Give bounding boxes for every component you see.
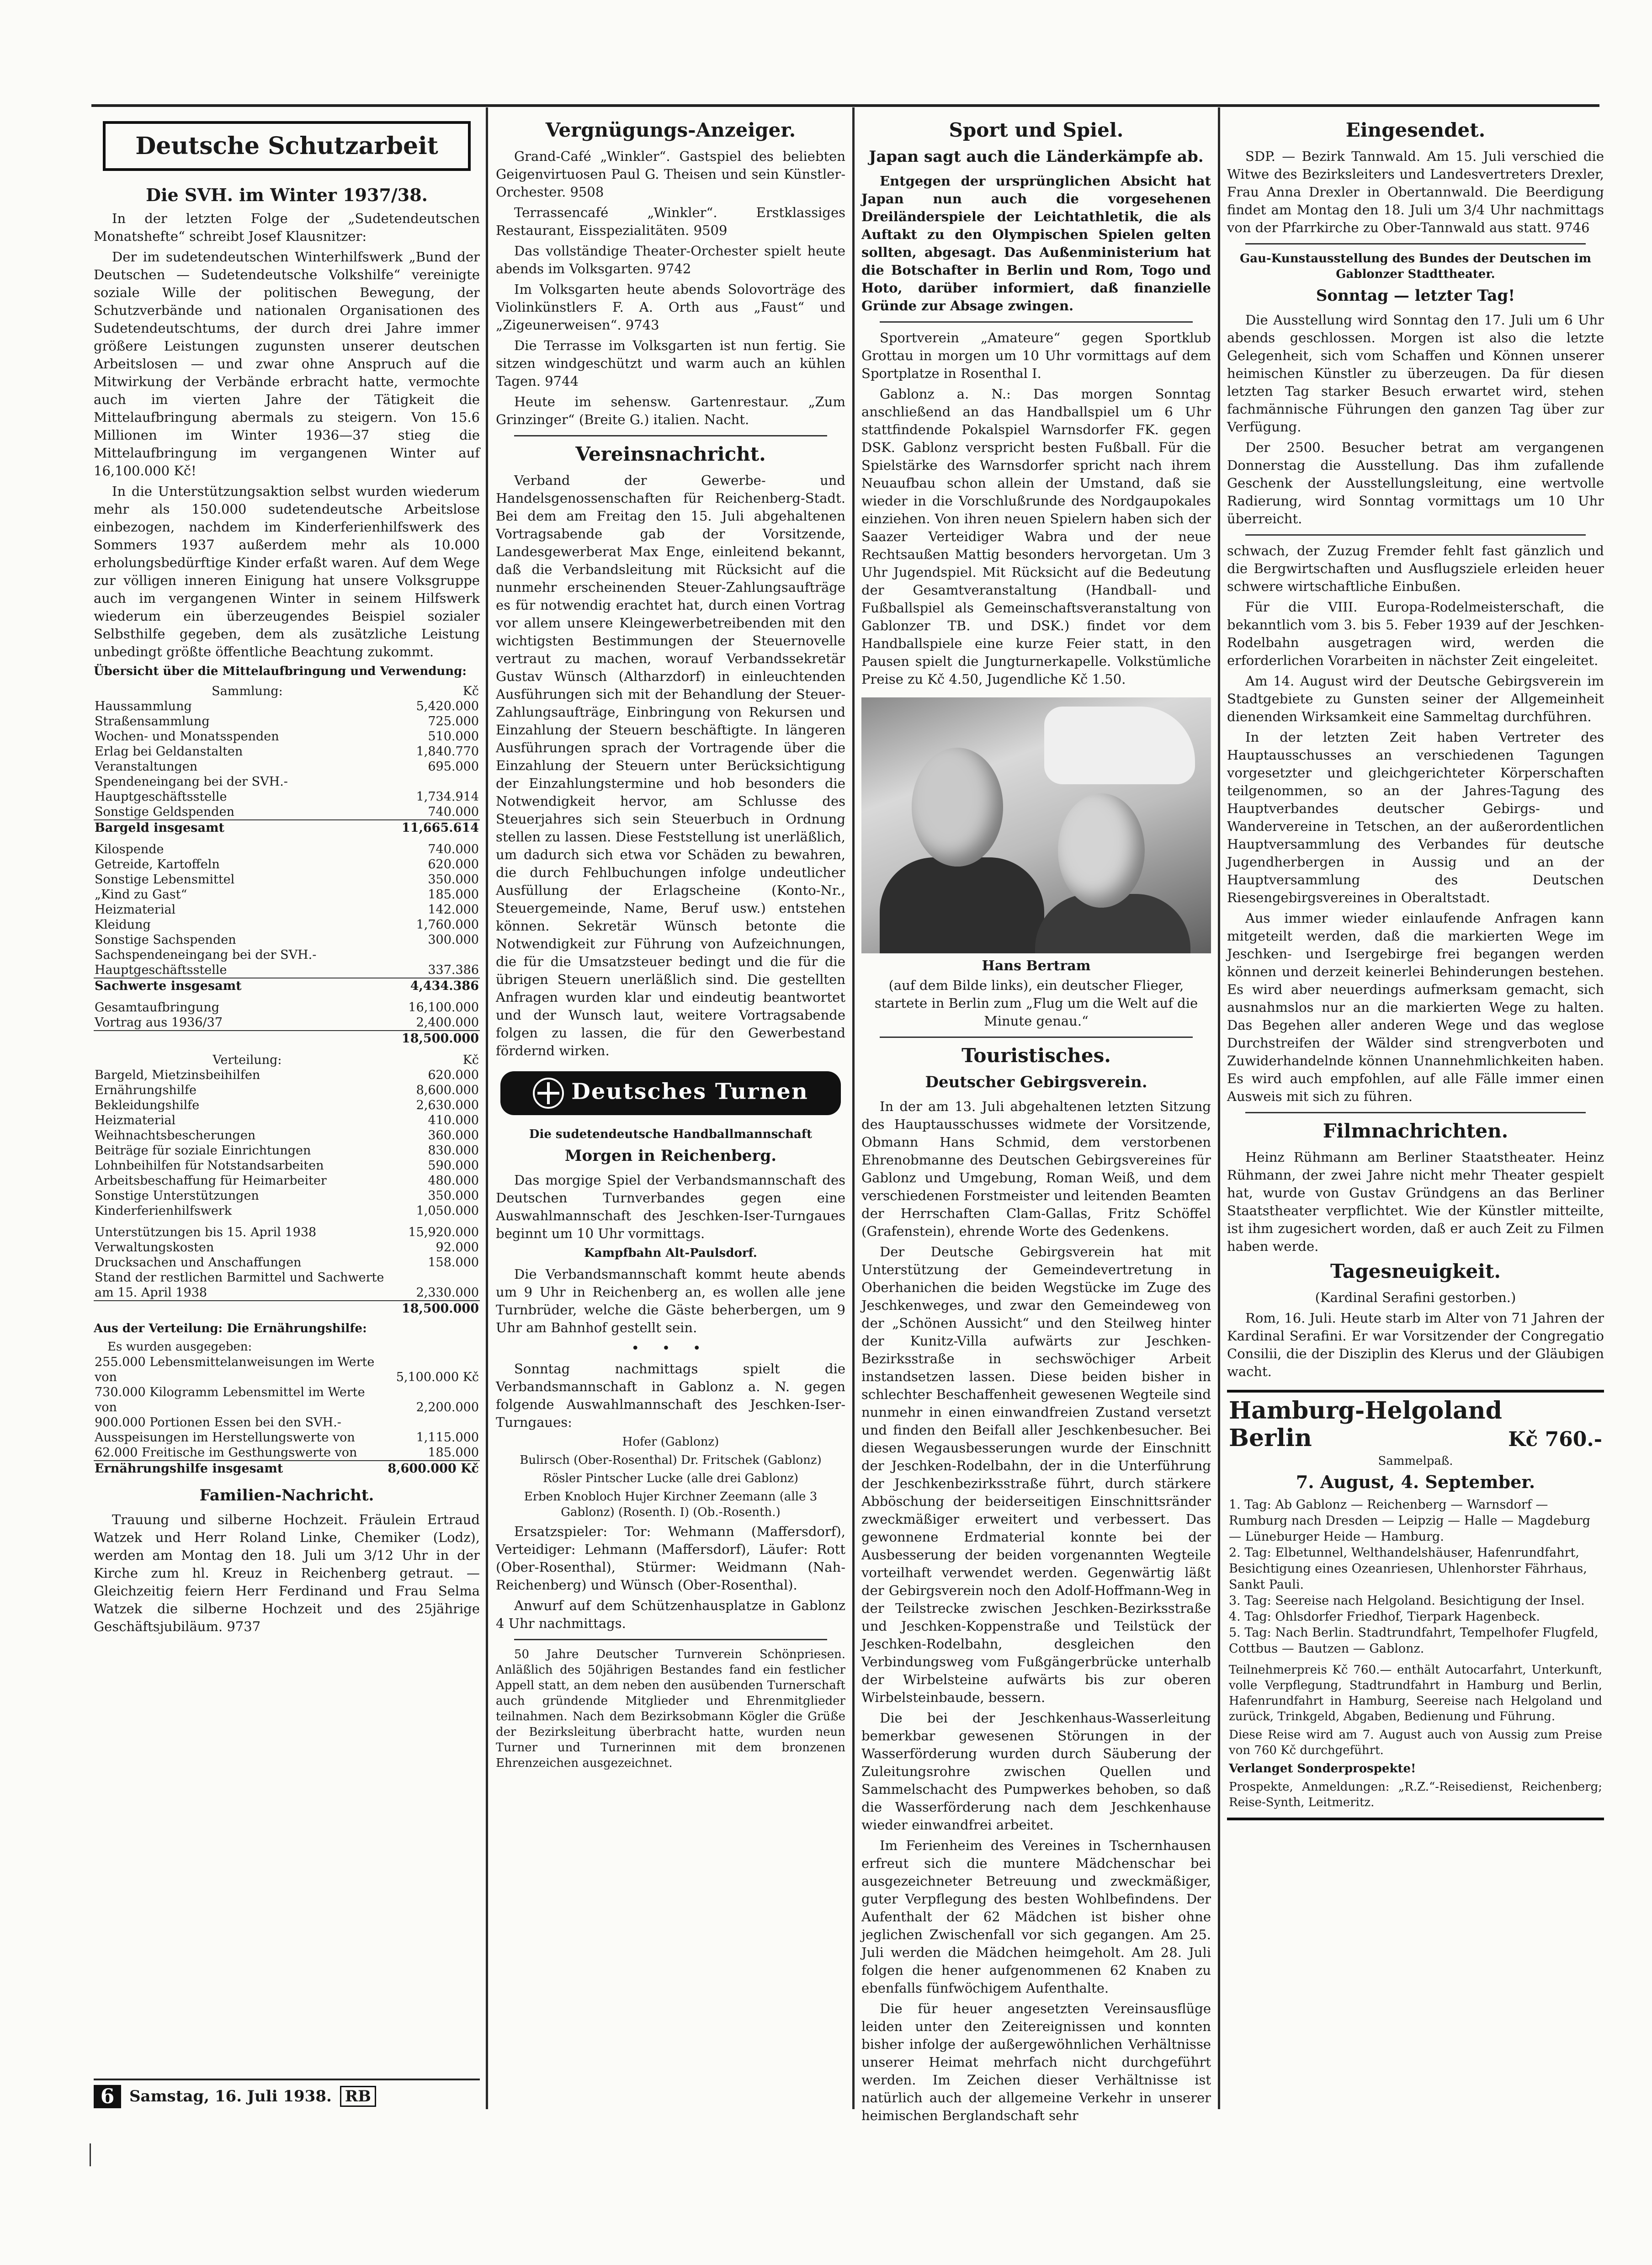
section-box [103,121,471,171]
paragraph: schwach, der Zuzug Fremder fehlt fast gänzlich und die Bergwirtschaften und Ausflugsziele erleiden heuer schwere wirtschaftliche Einbußen. [1227,543,1604,594]
table-row: Vortrag aus 1936/37 2,400.000 [95,1016,479,1030]
table-row: Getreide, Kartoffeln 620.000 [95,857,479,872]
ad-paragraph: Teilnehmerpreis Kč 760.— enthält Autocarfahrt, Unterkunft, volle Verpflegung, Stadtrundfahrt in Hamburg und Berlin, Hafenrundfahrt in Hamburg, Seereise nach Helgoland und zurück, Trinkgeld, Abgaben, Bedienung und Führung. [1229,1663,1602,1723]
paragraph: Im Ferienheim des Vereines in Tschernhausen erfreut sich die muntere Mädchenschar bei ausgezeichneter Betreuung und zweckmäßiger, guter Verpflegung des besten Wohlbefindens. Der Aufenthalt der 62 Mädchen ist bisher ohne jeglichen Zwischenfall vor sich gegangen. Am 25. Juli werden die Mädchen heimgeholt. Am 28. Juli folgen die hener aufgenommenen 62 Knaben zu ebenfalls fünfwöchigem Aufenthalte. [861,1838,1211,1996]
cross-emblem-icon [533,1078,564,1109]
paragraph: Anwurf auf dem Schützenhausplatze in Gablonz 4 Uhr nachmittags. [496,1598,845,1631]
section-title: Vergnügungs-Anzeiger. [545,119,796,141]
ad-notice: Grand-Café „Winkler“. Gastspiel des beliebten Geigenvirtuosen Paul G. Theisen und sein Künstler-Orchester. 9508 [496,149,845,200]
paragraph: In der letzten Folge der „Sudetendeutschen Monatshefte“ schreibt Josef Klausnitzer: [94,211,480,244]
section-title: Eingesendet. [1345,119,1486,141]
divider [880,1037,1193,1038]
ernaehrung-intro: Aus der Verteilung: Die Ernährungshilfe: [94,1322,367,1335]
sum-row: Sachwerte insgesamt 4,434.386 [95,979,479,993]
paragraph: Die Verbandsmannschaft kommt heute abends um 9 Uhr in Reichenberg an, es wollen alle jene Turnbrüder, welche die Gäste beherbergen, um 9 Uhr am Bahnhof gestellt sein. [496,1266,845,1335]
paragraph: Die bei der Jeschkenhaus-Wasserleitung bemerkbar gewesenen Störungen in der Wasserförderung wurden durch Säuberung der Zuleitungsrohre zwischen Quellen und Sammelschacht des Pumpwerkes behoben, so daß die Wasserförderung nach dem Jeschkenhause wieder einwandfrei arbeitet. [861,1710,1211,1833]
photo-caption: (auf dem Bilde links), ein deutscher Flieger, startete in Berlin zum „Flug um die Welt auf die Minute genau.“ [874,978,1198,1029]
paragraph: Heinz Rühmann am Berliner Staatstheater. Heinz Rühmann, der zwei Jahre nicht mehr Theater gespielt hat, wurde von Gustav Gründgens an das Berliner Staatstheater verpflichtet. Wie der Künstler mitteilte, ist ihm zugesichert worden, daß er auch Zeit zu Filmen haben werde. [1227,1149,1604,1254]
stats-head: Verteilung: [212,1053,282,1067]
lineup-line: Rösler Pintscher Lucke (alle drei Gablonz) [542,1472,799,1485]
table-row: Straßensammlung 725.000 [95,714,479,728]
stats-title: Übersicht über die Mittelaufbringung und Verwendung: [94,665,467,678]
column-rule-1 [486,107,488,2109]
table-row: Kilospende 740.000 [95,842,479,856]
table-row: Bargeld, Mietzinsbeihilfen 620.000 [95,1068,479,1082]
airplane-shape [1044,707,1195,784]
paragraph: Der 2500. Besucher betrat am vergangenen Donnerstag die Ausstellung. Das ihm zufallende Geschenk der Ausstellungsleitung, eine wertvolle Radierung, wird Sonntag vormittags um 10 Uhr überreicht. [1227,440,1604,526]
table-row: 730.000 Kilogramm Lebensmittel im Werte von 2,200.000 [95,1385,479,1414]
column-3 [861,114,1211,2127]
kicker: Gau-Kunstausstellung des Bundes der Deutschen im Gablonzer Stadttheater. [1240,252,1591,281]
page-number: 6 [94,2085,121,2108]
section-title: Sport und Spiel. [949,119,1124,141]
paragraph: Entgegen der ursprünglichen Absicht hat Japan nun auch die vorgesehenen Dreiländerspiele der Leichtathletik, die als Auftakt zu den Olympischen Spielen gelten sollten, abgesagt. Das Außenministerium hat die Botschafter in Berlin und Rom, Togo und Hoto, darüber informiert, daß finanzielle Gründe zur Absage zwingen. [861,173,1211,314]
lineup-line: Hofer (Gablonz) [622,1435,719,1449]
column-rule-2 [852,107,855,2109]
stats-head: Sammlung: [212,684,283,698]
paragraph: Die für heuer angesetzten Vereinsausflüge leiden unter den Zeitereignissen und konnten bisher infolge der außergewöhnlichen Verhältnisse unserer Heimat mehrfach nicht durchgeführt werden. Im Zeichen dieser Verhältnisse ist natürlich auch der allgemeine Verkehr in unserer heimischen Berglandschaft sehr [861,2001,1211,2123]
ad-paragraph: Diese Reise wird am 7. August auch von Aussig zum Preise von 760 Kč durchgeführt. [1229,1728,1602,1757]
table-row: Spendeneingang bei der SVH.-Hauptgeschäftsstelle 1,734.914 [95,775,479,804]
section-title: Tagesneuigkeit. [1330,1260,1501,1282]
ad-dates: 7. August, 4. September. [1296,1472,1535,1492]
ad-sub: Sammelpaß. [1378,1454,1453,1468]
table-row: Heizmaterial 410.000 [95,1113,479,1127]
turnen-banner [500,1071,841,1115]
paragraph: Sportverein „Amateure“ gegen Sportklub Grottau in morgen um 10 Uhr vormittags auf dem Sportplatze in Rosenthal I. [861,330,1211,381]
ernaehrung-sub: Es wurden ausgegeben: [107,1340,252,1354]
paragraph: Sonntag nachmittags spielt die Verbandsmannschaft in Gablonz a. N. gegen folgende Auswahlmannschaft des Jeschken-Iser-Turngaues: [496,1361,845,1430]
ad-notice: Heute im sehensw. Gartenrestaur. „Zum Grinzinger“ (Breite G.) italien. Nacht. [496,394,845,427]
list-item: 3. Tag: Seereise nach Helgoland. Besichtigung der Insel. [1229,1594,1585,1608]
table-row: Arbeitsbeschaffung für Heimarbeiter 480.000 [95,1174,479,1188]
section-title: Touristisches. [961,1044,1111,1067]
column-rule-3 [1218,107,1220,2109]
unit-label: Kč [462,684,479,698]
ad-paragraph: Verlanget Sonderprospekte! [1229,1762,1416,1776]
photo-caption-name: Hans Bertram [982,958,1091,974]
ad-headline: Hamburg-Helgoland [1229,1397,1502,1425]
table-row: 900.000 Portionen Essen bei den SVH.-Ausspeisungen im Herstellungswerte von 1,115.000 [95,1415,479,1445]
table-row: Drucksachen und Anschaffungen 158.000 [95,1255,479,1270]
paragraph: Ersatzspieler: Tor: Wehmann (Maffersdorf), Verteidiger: Lehmann (Maffersdorf), Läufer: Rott (Ober-Rosenthal), Stürmer: Weidmann (Nah-Reichenberg) und Wünsch (Ober-Rosenthal). [496,1524,845,1593]
news-photo [861,697,1211,953]
paragraph: 50 Jahre Deutscher Turnverein Schönpriesen. Anläßlich des 50jährigen Bestandes fand ein festlicher Appell statt, an dem neben den ausübenden Turnerschaft auch gründende Mitglieder und Ehrenmitglieder teilnahmen. Nach dem Bezirksobmann Kögler die Grüße der Bezirksleitung überbracht hatte, wurden neun Turner und Turnerinnen mit dem bronzenen Ehrenzeichen ausgezeichnet. [496,1648,845,1770]
paragraph: Die Ausstellung wird Sonntag den 17. Juli um 6 Uhr abends geschlossen. Morgen ist also die letzte Gelegenheit, sich vom Schaffen und Können unserer heimischen Künstler zu überzeugen. Da für diesen letzten Tag starker Besuch erwartet wird, stehen fachmännische Führungen den ganzen Tag über zur Verfügung. [1227,312,1604,435]
paragraph: Der im sudetendeutschen Winterhilfswerk „Bund der Deutschen — Sudetendeutsche Volkshilfe“ vereinigte soziale Wille der politischen Bewegung, der Schutzverbände und nationalen Organisationen des Sudetendeutschtums, der durch drei Jahre immer größere Leistungen zugunsten unserer deutschen Arbeitslosen — und zwar ohne Anspruch auf die Mitwirkung der Verbände erbracht hatte, vermochte auch im vierten Jahre der Tätigkeit die Mittelaufbringung abermals zu steigern. Von 15.6 Millionen im Winter 1936—37 stieg die Mittelaufbringung im vergangenen Winter auf 16,100.000 Kč! [94,249,480,479]
paragraph: Aus immer wieder einlaufende Anfragen kann mitgeteilt werden, daß die markierten Wege im Jeschken- und Isergebirge frei begangen werden können und derzeit keinerlei Behinderungen bestehen. Es wird aber neuerdings aufmerksam gemacht, sich ausnahmslos nur an die markierten Wege zu halten. Das Begehen aller anderen Wege und das weglose Durchstreifen der Wälder sind strengverboten und Zuwiderhandelnde können Unannehmlichkeiten haben. Es wird auch empfohlen, auf alle Fälle immer einen Ausweis mit sich zu führen. [1227,910,1604,1104]
article-title: Die SVH. im Winter 1937/38. [146,185,428,205]
person-right-face [1058,793,1145,908]
lineup-line: Bulirsch (Ober-Rosenthal) Dr. Fritschek (Gablonz) [520,1453,822,1467]
table-row: Weihnachtsbescherungen 360.000 [95,1128,479,1143]
banner-title: Deutsches Turnen [571,1079,808,1105]
list-item: 1. Tag: Ab Gablonz — Reichenberg — Warnsdorf — Rumburg nach Dresden — Leipzig — Halle — Magdeburg — Lüneburger Heide — Hamburg. [1229,1498,1590,1544]
section-title: Filmnachrichten. [1323,1120,1509,1142]
table-row: Wochen- und Monatsspenden 510.000 [95,729,479,744]
table-row: „Kind zu Gast“ 185.000 [95,888,479,902]
total-row: 18,500.000 [94,1301,480,1316]
familie-text: Trauung und silberne Hochzeit. Fräulein Ertraud Watzek und Herr Roland Linke, Chemiker (Lodz), werden am Montag den 18. Juli um 3/12 Uhr in der Kirche zum hl. Kreuz in Reichenberg getraut. — Gleichzeitig feiern Herr Ferdinand und Frau Selma Watzek die silberne Hochzeit und des 25jährige Geschäftsjubiläum. 9737 [94,1512,480,1634]
table-row: Haussammlung 5,420.000 [95,699,479,713]
separator-stars: • • • [631,1340,710,1356]
ad-notice: Die Terrasse im Volksgarten ist nun fertig. Sie sitzen windgeschützt und warm auch an kühlen Tagen. 9744 [496,338,845,389]
list-item: 4. Tag: Ohlsdorfer Friedhof, Tierpark Hagenbeck. [1229,1610,1540,1624]
table-row: Heizmaterial 142.000 [95,903,479,917]
ernaehrung-table [94,1355,480,1476]
paragraph: Das morgige Spiel der Verbandsmannschaft des Deutschen Turnverbandes gegen eine Auswahlmannschaft des Jeschken-Iser-Turngaues beginnt um 10 Uhr vormittags. [496,1172,845,1241]
paragraph: In die Unterstützungsaktion selbst wurden wiederum mehr als 150.000 sudetendeutsche Arbeitslose einbezogen, nachdem im Kinderferienhilfswerk des Sommers 1937 außerdem mehr als 10.000 erholungsbedürftige Kinder erfaßt waren. Auf dem Wege zur völligen inneren Einigung hat unsere Volksgruppe auch im vergangenen Winter in seinem Hilfswerk wiederum ein überzeugendes Beispiel sozialer Selbsthilfe gegeben, dem als zusätzliche Leistung unbedingt größte öffentliche Beachtung zukommt. [94,484,480,659]
list-item: 5. Tag: Nach Berlin. Stadtrundfahrt, Tempelhofer Flugfeld, Cottbus — Bautzen — Gablonz. [1229,1626,1599,1656]
divider [880,321,1193,323]
kicker: Die sudetendeutsche Handballmannschaft [529,1127,813,1141]
total-row: 18,500.000 [94,1031,480,1046]
sum-row: Ernährungshilfe insgesamt 8,600.000 Kč [95,1462,479,1476]
ad-notice: Das vollständige Theater-Orchester spielt heute abends im Volksgarten. 9742 [496,243,845,276]
table-row: Bekleidungshilfe 2,630.000 [95,1098,479,1112]
article-title: Morgen in Reichenberg. [564,1147,777,1165]
column-1 [94,114,480,1638]
paragraph: Gablonz a. N.: Das morgen Sonntag anschließend an das Handballspiel um 6 Uhr stattfindende Pokalspiel Warnsdorfer FK. gegen DSK. Gablonz verspricht besten Fußball. Für die Spielstärke des Warnsdorfer spricht nach ihrem Neuaufbau schon allein der Umstand, daß sie wieder in die Vorschlußrunde des Nordgaupokales einziehen. Von ihren neuen Spielern haben sich der Saazer Verteidiger Wabra und der neue Rechtsaußen Mattig besonders hervorgetan. Um 3 Uhr Jugendspiel. Mit Rücksicht auf die Bedeutung der Gesamtveranstaltung (Handball- und Fußballspiel als Gemeinschaftsveranstaltung von Gablonzer TB. und DSK.) findet vor dem Handballspiele eine kurze Feier statt, in den Pausen spielt die Jungturnerkapelle. Volkstümliche Preise zu Kč 4.50, Jugendliche Kč 1.50. [861,386,1211,687]
divider [1245,534,1586,536]
paragraph: Am 14. August wird der Deutsche Gebirgsverein im Stadtgebiete zu Gunsten seiner der Allgemeinheit dienenden Wirksamkeit eine Sammeltag durchführen. [1227,673,1604,724]
ad-notice: Terrassencafé „Winkler“. Erstklassiges Restaurant, Eisspezialitäten. 9509 [496,205,845,238]
ad-notice: Im Volksgarten heute abends Solovorträge des Violinkünstlers F. A. Orth aus „Faust“ und „Zigeunerweisen“. 9743 [496,282,845,333]
article-title: Deutscher Gebirgsverein. [925,1073,1147,1091]
ad-price: Kč 760.- [1508,1428,1602,1451]
paragraph: Rom, 16. Juli. Heute starb im Alter von 71 Jahren der Kardinal Serafini. Er war Vorsitzender der Congregatio Consilii, die der Disziplin des Klerus und der Gläubigen wacht. [1227,1310,1604,1379]
divider [514,1639,827,1640]
sum-row: Bargeld insgesamt 11,665.614 [95,821,479,835]
article-title: Sonntag — letzter Tag! [1316,287,1515,305]
divider [514,435,827,436]
table-row: Veranstaltungen 695.000 [95,760,479,774]
ad-headline: Berlin [1229,1424,1312,1452]
table-row: Unterstützungen bis 15. April 1938 15,920.000 [95,1225,479,1239]
table-row: 255.000 Lebensmittelanweisungen im Werte von 5,100.000 Kč [95,1355,479,1384]
section-title: Deutsche Schutzarbeit [135,132,438,160]
table-row: Stand der restlichen Barmittel und Sachwerte am 15. April 1938 2,330.000 [95,1271,479,1300]
table-row: Sonstige Sachspenden 300.000 [95,933,479,947]
crop-mark [90,2143,91,2166]
table-row: Sonstige Unterstützungen 350.000 [95,1189,479,1203]
divider [1245,1112,1586,1113]
ad-paragraph: Prospekte, Anmeldungen: „R.Z.“-Reisedienst, Reichenberg; Reise-Synth, Leitmeritz. [1229,1780,1602,1809]
table-row: Sonstige Geldspenden 740.000 [95,805,479,819]
column-4 [1227,114,1604,1820]
list-item: 2. Tag: Elbetunnel, Welthandelshäuser, Hafenrundfahrt, Besichtigung eines Ozeanriesen, Uhlenhorster Fährhaus, Sankt Pauli. [1229,1546,1587,1592]
paragraph: Verband der Gewerbe- und Handelsgenossenschaften für Reichenberg-Stadt. Bei dem am Freitag den 15. Juli abgehaltenen Vortragsabende gab der Vorsitzende, Landesgewerberat Max Enge, einleitend bekannt, daß die Verbandsleitung mit Rücksicht auf die nunmehr erscheinenden Steuer-Zahlungsaufträge es für notwendig erachtet hat, durch einen Vortrag vor allem unsere Kleingewerbetreibenden mit den wichtigsten Bestimmungen der Steuernovelle vertraut zu machen, worauf Verbandssekretär Gustav Wünsch (Altharzdorf) in einleuchtenden Ausführungen sich mit der Behandlung der Steuer-Zahlungsaufträge, Einbringung von Rekursen und Einzahlung der Steuern beschäftigte. In längeren Ausführungen sprach der Vortragende über die Einzahlung der Steuern unter Berücksichtigung der Einzahlungstermine und hob besonders die Notwendigkeit hervor, am Schlusse des Steuerjahres sich sein Steuerbuch in Ordnung stellen zu lassen. Diese Feststellung ist unerläßlich, um dadurch sich etwa vor Schäden zu bewahren, die durch Fehlbuchungen infolge undeutlicher Ausfüllung der Erlagscheine (Konto-Nr., Steuergemeinde, Name, Beruf usw.) entstehen können. Sekretär Wünsch betonte die Notwendigkeit zur Führung von Aufzeichnungen, die für die Umsatzsteuer bedingt und die für die übrigen Steuern unerläßlich sind. Die gestellten Anfragen wurden klar und eindeutig beantwortet und der Wunsch laut, weitere Vortragsabende folgen zu lassen, die für den Gewerbestand fördernd wirken. [496,473,845,1058]
stats-table [94,684,480,1316]
venue: Kampfbahn Alt-Paulsdorf. [584,1246,757,1260]
paragraph: SDP. — Bezirk Tannwald. Am 15. Juli verschied die Witwe des Bezirksleiters und Landesvertreters Drexler, Frau Anna Drexler in Obertannwald. Die Beerdigung findet am Montag den 18. Juli um 3/4 Uhr nachmittags von der Pfarrkirche zu Ober-Tannwald aus statt. 9746 [1227,149,1604,235]
table-row: Ernährungshilfe 8,600.000 [95,1083,479,1097]
familie-title: Familien-Nachricht. [199,1486,374,1505]
unit-label: Kč [462,1053,479,1067]
table-row: Gesamtaufbringung 16,100.000 [95,1000,479,1015]
paper-logo: RB [340,2086,376,2107]
travel-advertisement [1227,1390,1604,1820]
table-row: Kinderferienhilfswerk 1,050.000 [95,1204,479,1218]
news-subtitle: (Kardinal Serafini gestorben.) [1315,1290,1516,1305]
paragraph: Für die VIII. Europa-Rodelmeisterschaft, die bekanntlich vom 3. bis 5. Feber 1939 auf der Jeschken-Rodelbahn ausgetragen wird, werden die erforderlichen Vorarbeiten in nächster Zeit eingeleitet. [1227,599,1604,668]
table-row: Sonstige Lebensmittel 350.000 [95,872,479,887]
table-row: Sachspendeneingang bei der SVH.-Hauptgeschäftsstelle 337.386 [95,948,479,977]
column-2 [496,114,845,1774]
table-row: Lohnbeihilfen für Notstandsarbeiten 590.000 [95,1159,479,1173]
article-title: Japan sagt auch die Länderkämpfe ab. [869,148,1204,166]
table-row: Kleidung 1,760.000 [95,918,479,932]
top-rule [91,104,1599,107]
itinerary-list [1229,1497,1602,1657]
person-left-body [880,857,1044,953]
table-row: Verwaltungskosten 92.000 [95,1240,479,1255]
footer-date: Samstag, 16. Juli 1938. [129,2087,332,2105]
person-left-face [912,748,1003,867]
paragraph: Der Deutsche Gebirgsverein hat mit Unterstützung der Gemeindevertretung in Oberhanichen die beiden Wegstücke im Zuge des Jeschkenweges, und zwar den Gemeindeweg von der „Schönen Aussicht“ und den Steilweg hinter der Kunitz-Villa aufwärts zur Jeschken-Bezirksstraße in sechswöchiger Arbeit instandsetzen lassen. Diese beiden bisher in schlechter Beschaffenheit gewesenen Wegteile sind nunmehr in einen einwandfreien Zustand versetzt und finden den Beifall aller Jeschkenbesucher. Bei diesen Wegausbesserungen wurde der Einschnitt der Jeschken-Rodelbahn, der in die Unterführung der Jeschkenbezirksstraße führt, durch stärkere Abböschung der beiderseitigen Einschnittsränder zweckmäßiger erweitert und verbessert. Das gewonnene Erdmaterial konnte bei der Ausbesserung der beiden vorgenannten Wegteile vorteilhaft verwendet werden. Gegenwärtig läßt der Gebirgsverein noch den Adolf-Hoffmann-Weg in der Teilstrecke zwischen Jeschken-Bezirksstraße und Jeschken-Koppenstraße und Teilstück der Jeschken-Rodelbahn, desgleichen den Verbindungsweg vom Fußgängerbrücke unterhalb der Wirbelsteine aufwärts bis zur oberen Wirbelsteinbaude, bessern. [861,1244,1211,1705]
divider [1245,243,1586,245]
table-row: Erlag bei Geldanstalten 1,840.770 [95,744,479,759]
lineup-line: Erben Knobloch Hujer Kirchner Zeemann (alle 3 Gablonz) (Rosenth. I) (Ob.-Rosenth.) [524,1490,818,1519]
section-title: Vereinsnachricht. [575,443,766,465]
page-footer [94,2079,480,2112]
paragraph: In der am 13. Juli abgehaltenen letzten Sitzung des Hauptausschusses widmete der Vorsitzende, Obmann Hans Schmid, dem verstorbenen Ehrenobmanne des Deutschen Gebirgsvereines für Gablonz und Umgebung, Roman Weiß, und dem verschiedenen Forstmeister und leitenden Beamten der Herrschaften Clam-Gallas, Fritz Schöffel (Grafenstein), ehrende Worte des Gedenkens. [861,1099,1211,1239]
table-row: Beiträge für soziale Einrichtungen 830.000 [95,1143,479,1158]
paragraph: In der letzten Zeit haben Vertreter des Hauptausschusses an verschiedenen Tagungen vorgesetzter und gleichgerichteter Körperschaften teilgenommen, so an der Jahres-Tagung des Hauptverbandes deutscher Gebirgs- und Wandervereine in Tetschen, an der außerordentlichen Hauptversammlung des Verbandes für deutsche Jugendherbergen in Aussig und an der Hauptversammlung des Deutschen Riesengebirgsvereines in Oberaltstadt. [1227,729,1604,905]
table-row: 62.000 Freitische im Gesthungswerte von 185.000 [95,1446,479,1460]
